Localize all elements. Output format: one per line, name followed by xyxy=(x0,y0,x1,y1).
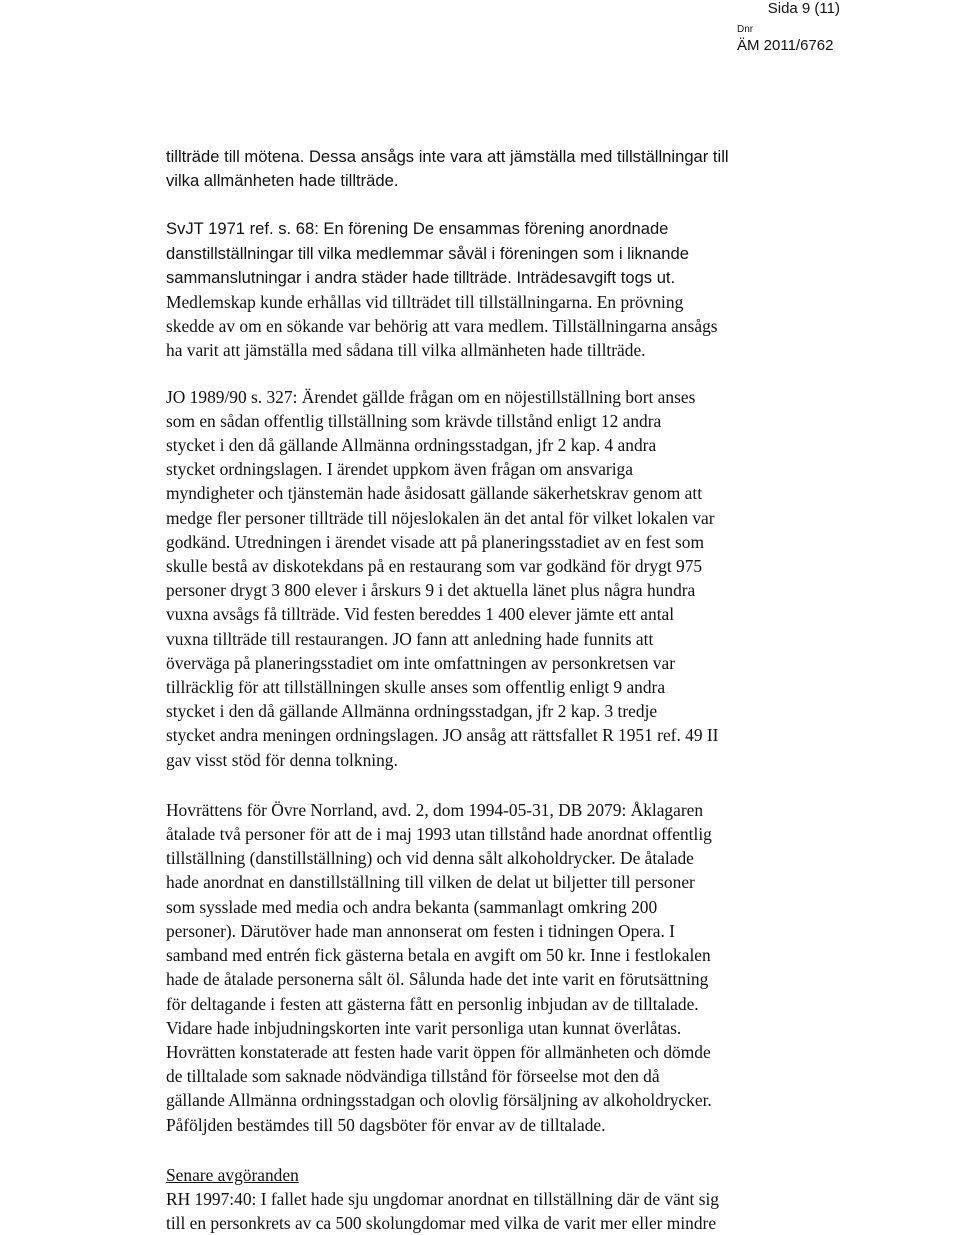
dnr-number: ÄM 2011/6762 xyxy=(737,37,834,54)
paragraph-hovratten-ovre-norrland: Hovrättens för Övre Norrland, avd. 2, dom 1994-05-31, DB 2079: Åklagaren åtalade två personer för att de i maj 1993 utan tillstånd hade anordnat offentlig tillställning (danstillställning) och vid denna sålt alkoholdrycker. De åtalade hade anordnat en danstillställning till vilken de delat ut biljetter till personer som sysslade med media och andra bekanta (sammanlagt omkring 200 personer). Därutöver hade man annonserat om festen i tidningen Opera. I samband med entrén fick gästerna betala en avgift om 50 kr. Inne i festlokalen hade de åtalade personerna sålt öl. Sålunda hade det inte varit en förutsättning för deltagande i festen att gästerna fått en personlig inbjudan av de tilltalade. Vidare hade inbjudningskorten inte varit personliga utan kunnat överlåtas. Hovrätten konstaterade att festen hade varit öppen för allmänheten och dömde de tilltalade som saknade nödvändiga tillstånd för förseelse mot den då gällande Allmänna ordningsstadgan och olovlig försäljning av alkoholdrycker. Påföljden bestämdes till 50 dagsböter för envar av de tilltalade. xyxy=(166,799,712,1135)
paragraph-jo-1989-90: JO 1989/90 s. 327: Ärendet gällde frågan om en nöjestillställning bort anses som en sådan offentlig tillställning som krävde tillstånd enligt 12 andra stycket i den då gällande Allmänna ordningsstadgan, jfr 2 kap. 4 andra stycket ordningslagen. I ärendet uppkom även frågan om ansvariga myndigheter och tjänstemän hade åsidosatt gällande säkerhetskrav genom att medge fler personer tillträde till nöjeslokalen än det antal för vilket lokalen var godkänd. Utredningen i ärendet visade att på planeringsstadiet av en fest som skulle bestå av diskotekdans på en restaurang som var godkänd för drygt 975 personer drygt 3 800 elever i årskurs 9 i det aktuella länet plus några hundra vuxna avsågs få tillträde. Vid festen bereddes 1 400 elever jämte ett antal vuxna tillträde till restaurangen. JO fann att anledning hade funnits att överväga på planeringsstadiet om inte omfattningen av personkretsen var tillräcklig för att tillställningen skulle anses som offentlig enligt 9 andra stycket i den då gällande Allmänna ordningsstadgan, jfr 2 kap. 3 tredje stycket andra meningen ordningslagen. JO ansåg att rättsfallet R 1951 ref. 49 II gav visst stöd för denna tolkning. xyxy=(166,386,719,770)
paragraph-svjt-1971: SvJT 1971 ref. s. 68: En förening De ensammas förening anordnade danstillställningar till vilka medlemmar såväl i föreningen som i liknande sammanslutningar i andra städer hade tillträde. Inträdesavgift togs ut. xyxy=(166,219,689,287)
paragraph-rh-1997-40: RH 1997:40: I fallet hade sju ungdomar anordnat en tillställning där de vänt sig till en personkrets av ca 500 skolungdomar med vilka de varit mer eller mindre xyxy=(166,1188,720,1234)
document-body xyxy=(166,145,838,1235)
paragraph-gap xyxy=(166,772,838,798)
section-heading-senare-avgoranden: Senare avgöranden xyxy=(166,1164,299,1185)
page-number: Sida 9 (11) xyxy=(767,0,840,17)
paragraph-gap xyxy=(166,193,838,217)
paragraph-continuation: tillträde till mötena. Dessa ansågs inte vara att jämställa med tillställningar till vilka allmänheten hade tillträde. xyxy=(166,147,729,191)
paragraph-svjt-1971-continued: Medlemskap kunde erhållas vid tillträdet till tillställningarna. En prövning skedde av om en sökande var behörig att vara medlem. Tillställningarna ansågs ha varit att jämställa med sådana till vilka allmänheten hade tillträde. xyxy=(166,292,718,361)
paragraph-gap xyxy=(166,1137,838,1163)
paragraph-gap xyxy=(166,363,838,385)
dnr-label: Dnr xyxy=(737,24,754,35)
